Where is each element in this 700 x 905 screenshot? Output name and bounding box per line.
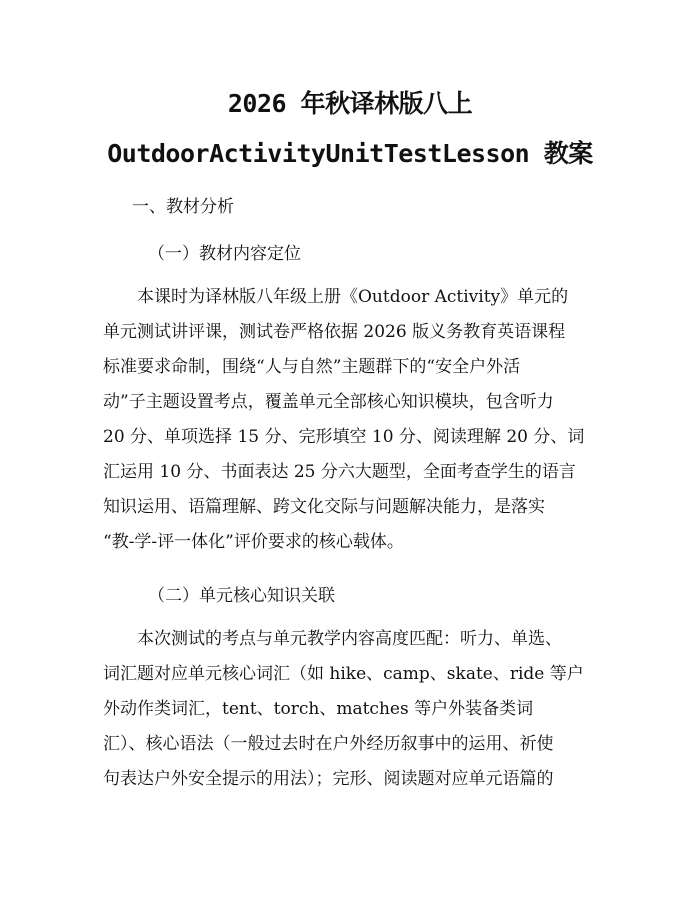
subsection-heading-core-knowledge: （二）单元核心知识关联	[148, 586, 335, 606]
paragraph-line: 汇）、核心语法（一般过去时在户外经历叙事中的运用、祈使	[103, 734, 554, 754]
paragraph-content-positioning	[103, 280, 603, 560]
paragraph-line: 动”子主题设置考点，覆盖单元全部核心知识模块，包含听力	[103, 392, 554, 412]
document-title-line-1: 2026 年秋译林版八上	[227, 89, 473, 118]
section-heading-textbook-analysis: 一、教材分析	[132, 197, 234, 217]
paragraph-line: 20 分、单项选择 15 分、完形填空 10 分、阅读理解 20 分、词	[103, 427, 585, 447]
paragraph-line: 本次测试的考点与单元教学内容高度匹配：听力、单选、	[137, 629, 562, 649]
paragraph-line: 词汇题对应单元核心词汇（如 hike、camp、skate、ride 等户	[103, 664, 584, 684]
paragraph-line: “教-学-评一体化”评价要求的核心载体。	[103, 532, 404, 552]
paragraph-line: 知识运用、语篇理解、跨文化交际与问题解决能力，是落实	[103, 497, 545, 517]
paragraph-line: 本课时为译林版八年级上册《Outdoor Activity》单元的	[137, 287, 569, 307]
paragraph-line: 汇运用 10 分、书面表达 25 分六大题型，全面考查学生的语言	[103, 462, 576, 482]
subsection-heading-content-positioning: （一）教材内容定位	[148, 244, 301, 264]
paragraph-line: 标准要求命制，围绕“人与自然”主题群下的“安全户外活	[103, 357, 521, 377]
paragraph-line: 单元测试讲评课，测试卷严格依据 2026 版义务教育英语课程	[103, 322, 566, 342]
paragraph-line: 句表达户外安全提示的用法）；完形、阅读题对应单元语篇的	[103, 769, 554, 789]
paragraph-line: 外动作类词汇，tent、torch、matches 等户外装备类词	[103, 699, 534, 719]
document-title-line-2: OutdoorActivityUnitTestLesson 教案	[107, 139, 593, 168]
paragraph-core-knowledge	[103, 622, 603, 797]
